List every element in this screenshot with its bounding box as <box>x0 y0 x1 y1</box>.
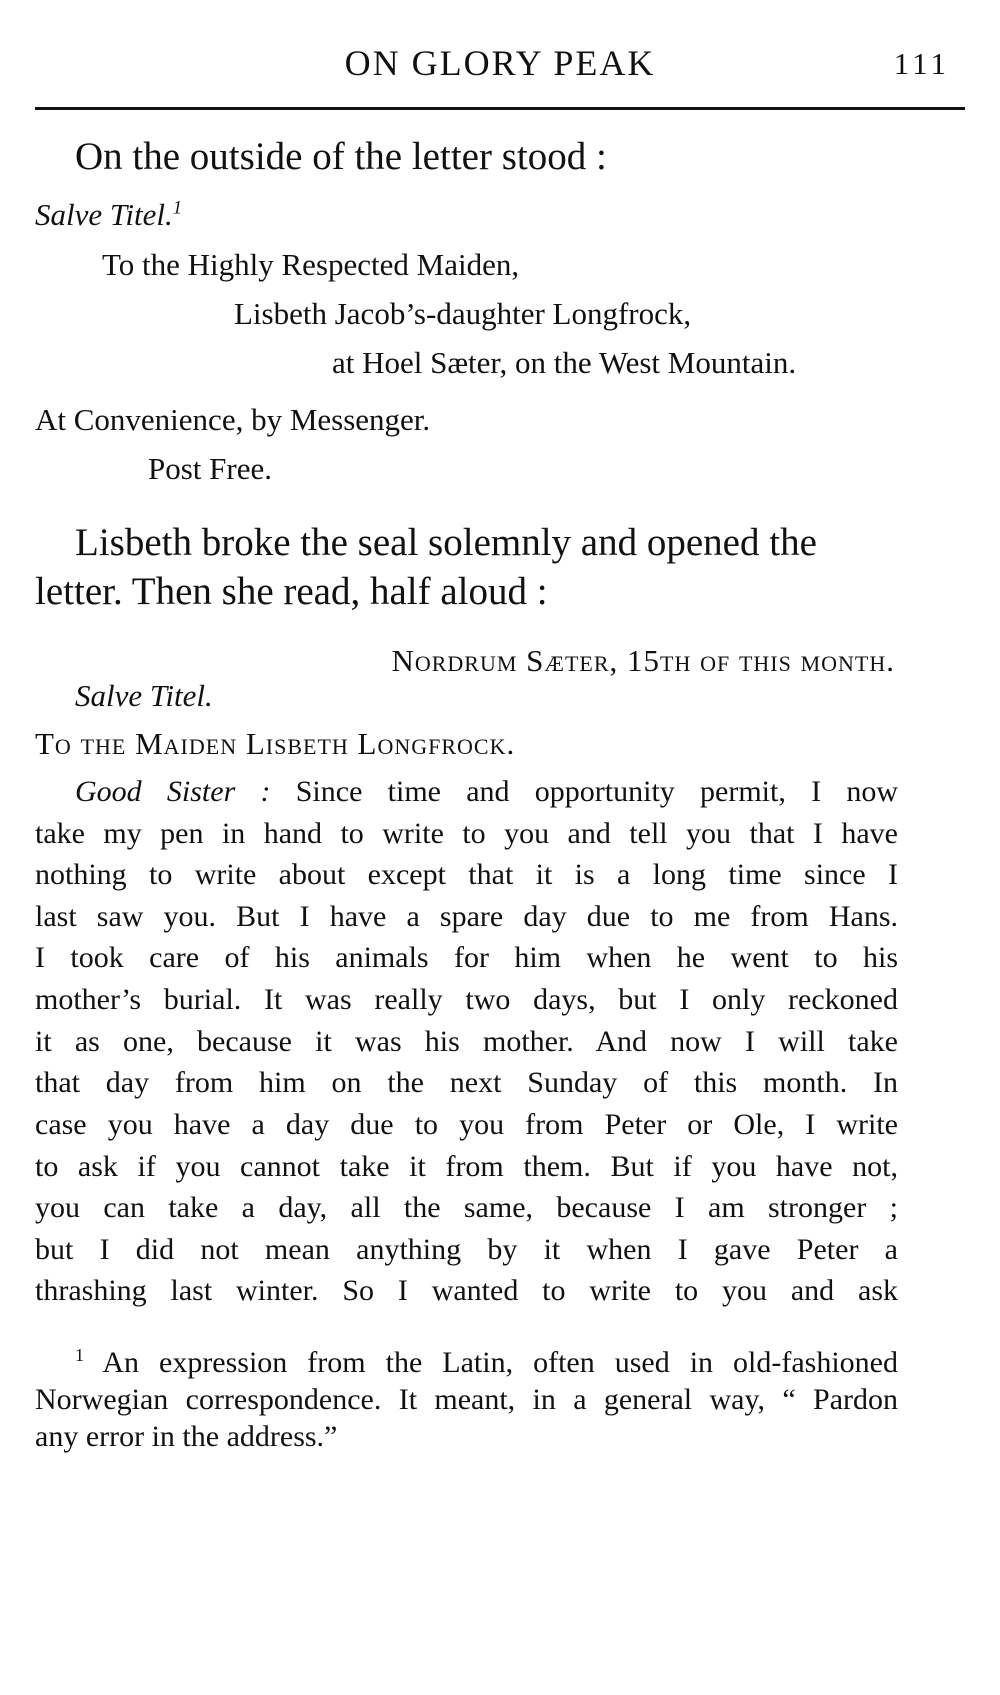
footnote-number: 1 <box>75 1345 84 1365</box>
letter-body-line: I took care of his animals for him when he went to his <box>35 941 898 974</box>
envelope-line-5: Post Free. <box>148 451 272 486</box>
footnote-line: Norwegian correspondence. It meant, in a general way, “ Pardon <box>35 1383 898 1416</box>
letter-place-date: Nordrum Sæter, 15th of this month. <box>391 643 895 678</box>
envelope-salutation <box>35 197 182 233</box>
envelope-line-4: At Convenience, by Messenger. <box>35 402 431 437</box>
envelope-salutation-text: Salve Titel. <box>35 197 173 232</box>
running-head: ON GLORY PEAK <box>344 43 656 83</box>
intro-line: On the outside of the letter stood : <box>75 135 607 178</box>
letter-body-line: you can take a day, all the same, because I am stronger ; <box>35 1191 898 1224</box>
letter-body-line: that day from him on the next Sunday of this month. In <box>35 1066 898 1099</box>
letter-body-line: mother’s burial. It was really two days, but I only reckoned <box>35 983 898 1016</box>
footnote-line: $^1$ An expression from the Latin, often used in old-fashioned <box>75 1345 898 1379</box>
letter-body-line: take my pen in hand to write to you and tell you that I have <box>35 817 898 850</box>
letter-addressee: To the Maiden Lisbeth Longfrock. <box>35 726 516 761</box>
narrative-line-2: letter. Then she read, half aloud : <box>35 570 548 613</box>
envelope-line-3: at Hoel Sæter, on the West Mountain. <box>332 345 797 380</box>
letter-body-line: but I did not mean anything by it when I gave Peter a <box>35 1233 898 1266</box>
letter-body-line: it as one, because it was his mother. And now I will take <box>35 1025 898 1058</box>
letter-body-line: to ask if you cannot take it from them. But if you have not, <box>35 1150 898 1183</box>
header-rule <box>35 107 965 110</box>
letter-body-line: case you have a day due to you from Peter or Ole, I write <box>35 1108 898 1141</box>
page-number: 111 <box>893 46 950 81</box>
letter-greeting: Good Sister : <box>75 775 271 808</box>
envelope-line-2: Lisbeth Jacob’s-daughter Longfrock, <box>234 296 692 331</box>
letter-salutation: Salve Titel. <box>75 678 213 713</box>
letter-body-line: nothing to write about except that it is a long time since I <box>35 858 898 891</box>
narrative-line-1: Lisbeth broke the seal solemnly and opened the <box>75 521 817 564</box>
letter-body-line: Good Sister : Since time and opportunity permit, I now <box>75 775 898 808</box>
letter-body-line: thrashing last winter. So I wanted to write to you and ask <box>35 1274 898 1307</box>
letter-body-line: last saw you. But I have a spare day due to me from Hans. <box>35 900 898 933</box>
footnote-ref: 1 <box>172 197 183 219</box>
envelope-line-1: To the Highly Respected Maiden, <box>102 247 520 282</box>
footnote-line: any error in the address.” <box>35 1420 338 1453</box>
